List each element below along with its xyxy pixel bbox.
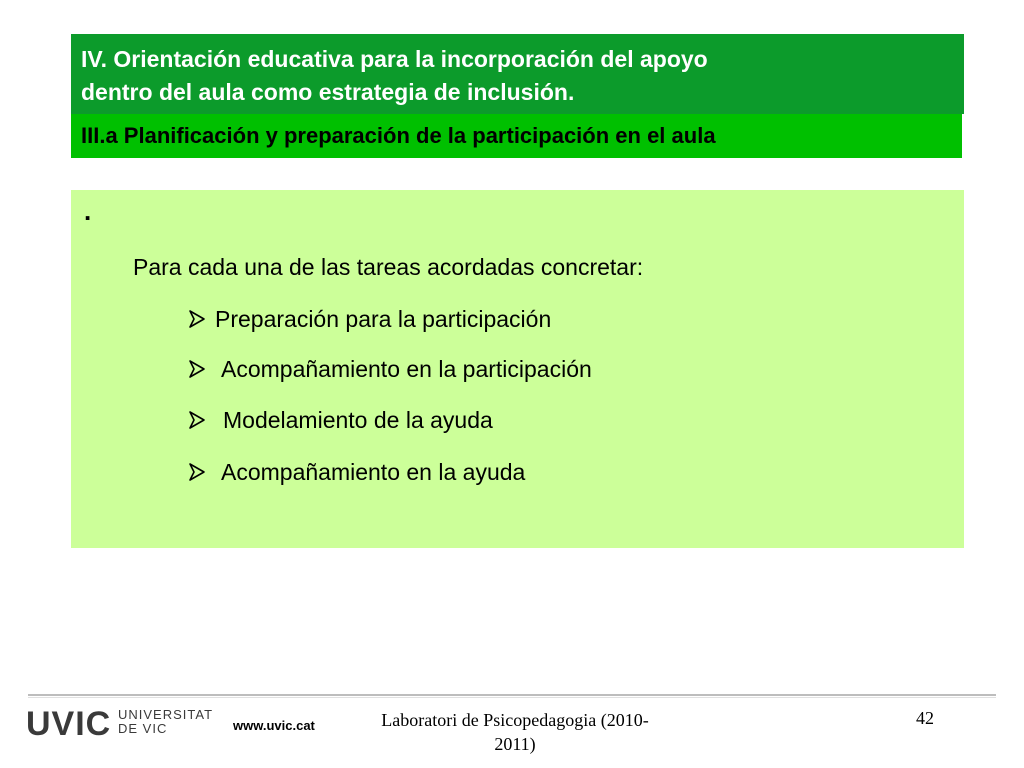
course-line2: 2011) bbox=[494, 734, 536, 754]
bullet-item bbox=[187, 306, 551, 333]
page-number: 42 bbox=[916, 708, 934, 728]
course-line1: Laboratori de Psicopedagogia (2010- bbox=[381, 710, 649, 730]
bullet-text: Acompañamiento en la participación bbox=[221, 356, 592, 382]
logo-line1: UNIVERSITAT bbox=[118, 707, 214, 722]
slide-title-line2: dentro del aula como estrategia de inclusión. bbox=[81, 79, 575, 105]
bullet-item bbox=[187, 407, 493, 434]
bullet-item bbox=[187, 459, 525, 486]
footer-divider bbox=[28, 694, 996, 696]
arrow-bullet-icon bbox=[187, 410, 207, 430]
bullet-item bbox=[187, 356, 592, 383]
content-panel bbox=[71, 190, 964, 548]
slide-title bbox=[81, 43, 951, 109]
logo-wordmark: UVIC bbox=[26, 705, 112, 743]
footer-course-title bbox=[355, 708, 675, 756]
content-lead-text: Para cada una de las tareas acordadas concretar: bbox=[133, 254, 644, 280]
footer-divider-shadow bbox=[28, 697, 996, 698]
content-dot: . bbox=[84, 196, 92, 226]
arrow-bullet-icon bbox=[187, 462, 207, 482]
bullet-text: Modelamiento de la ayuda bbox=[223, 407, 493, 433]
logo-line2: DE VIC bbox=[118, 721, 168, 736]
arrow-bullet-icon bbox=[187, 309, 207, 329]
slide-title-box bbox=[71, 34, 964, 114]
bullet-text: Preparación para la participación bbox=[215, 306, 552, 332]
slide-title-line1: IV. Orientación educativa para la incorporación del apoyo bbox=[81, 46, 708, 72]
logo-university-name bbox=[118, 708, 213, 736]
slide-subtitle: III.a Planificación y preparación de la participación en el aula bbox=[81, 123, 716, 148]
arrow-bullet-icon bbox=[187, 359, 207, 379]
slide-subtitle-box bbox=[71, 114, 962, 158]
bullet-text: Acompañamiento en la ayuda bbox=[221, 459, 526, 485]
website-link[interactable]: www.uvic.cat bbox=[233, 718, 315, 733]
